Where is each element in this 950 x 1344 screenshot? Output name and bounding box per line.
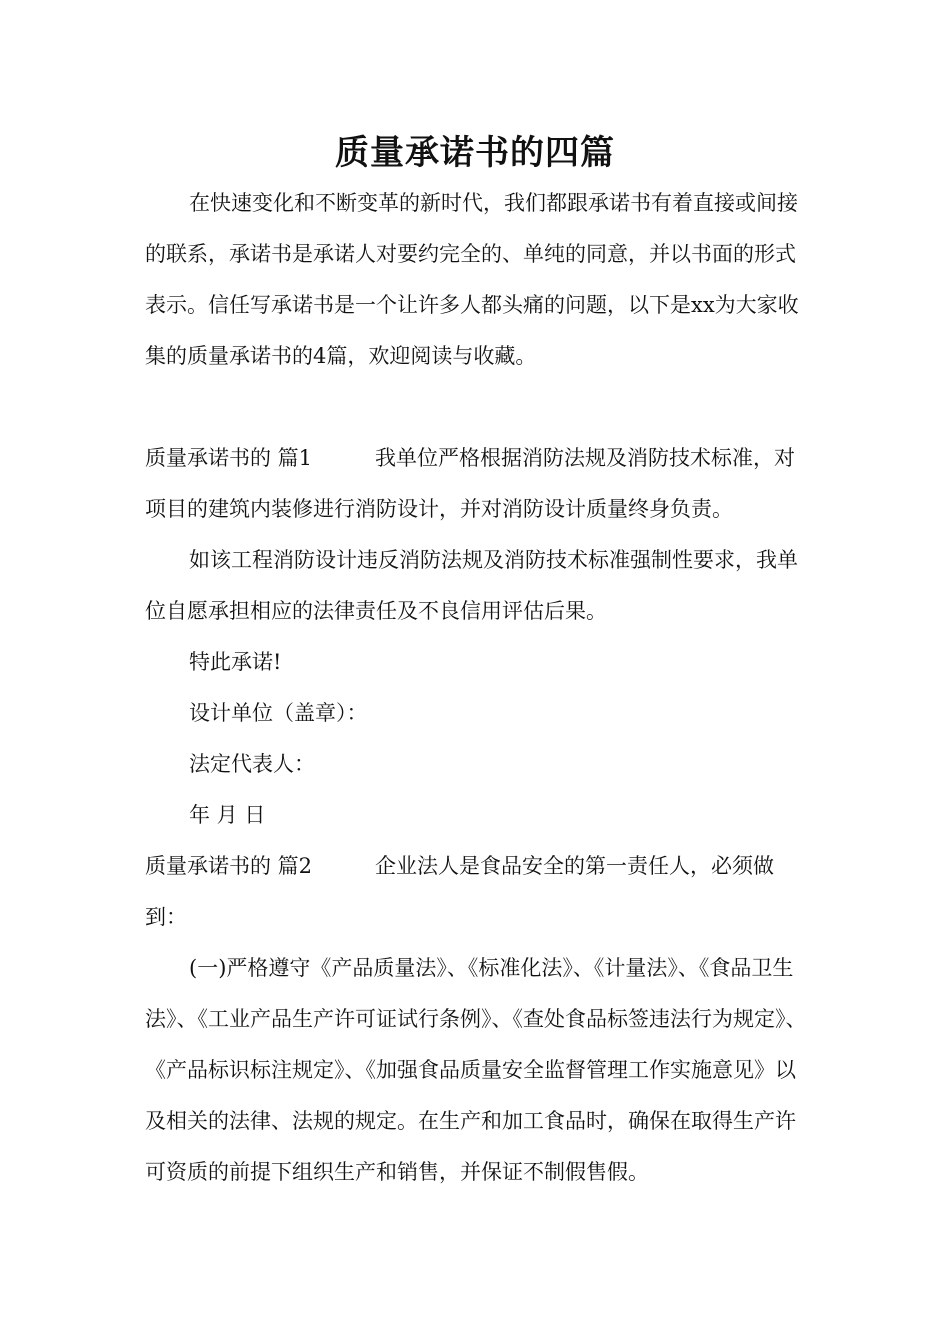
section-2-paragraph xyxy=(145,841,815,943)
section-1-design-unit: 设计单位（盖章）： xyxy=(189,701,368,725)
section-1-date: 年 月 日 xyxy=(189,803,266,827)
paragraph-gap xyxy=(145,382,815,433)
section-2-paragraph-1: (一)严格遵守《产品质量法》、《标准化法》、《计量法》、《食品卫生法》、《工业产品生产许可证试行条例》、《查处食品标签违法行为规定》、《产品标识标注规定》、《加强食品质量安全监督管理工作实施意见》以及相关的法律、法规的规定。在生产和加工食品时，确保在取得生产许可资质的前提下组织生产和销售，并保证不制假售假。 xyxy=(145,956,807,1184)
section-2-label: 质量承诺书的 篇2 xyxy=(145,854,313,878)
section-1-legal-rep: 法定代表人： xyxy=(189,752,315,776)
section-1-paragraph-2: 如该工程消防设计违反消防法规及消防技术标准强制性要求，我单位自愿承担相应的法律责任及不良信用评估后果。 xyxy=(145,548,798,623)
section-1-label: 质量承诺书的 篇1 xyxy=(145,446,313,470)
intro-paragraph: 在快速变化和不断变革的新时代，我们都跟承诺书有着直接或间接的联系，承诺书是承诺人对要约完全的、单纯的同意，并以书面的形式表示。信任写承诺书是一个让许多人都头痛的问题，以下是xx为大家收集的质量承诺书的4篇，欢迎阅读与收藏。 xyxy=(145,191,799,368)
section-2-text: 企业法人是食品安全的第一责任人，必须做到： xyxy=(145,854,774,929)
section-1-closing: 特此承诺! xyxy=(189,650,282,674)
document-title: 质量承诺书的四篇 xyxy=(335,133,615,173)
document-body xyxy=(145,178,815,1198)
section-1-paragraph xyxy=(145,433,815,535)
section-1-text: 我单位严格根据消防法规及消防技术标准，对 项目的建筑内装修进行消防设计，并对消防设计质量终身负责。 xyxy=(145,446,795,521)
